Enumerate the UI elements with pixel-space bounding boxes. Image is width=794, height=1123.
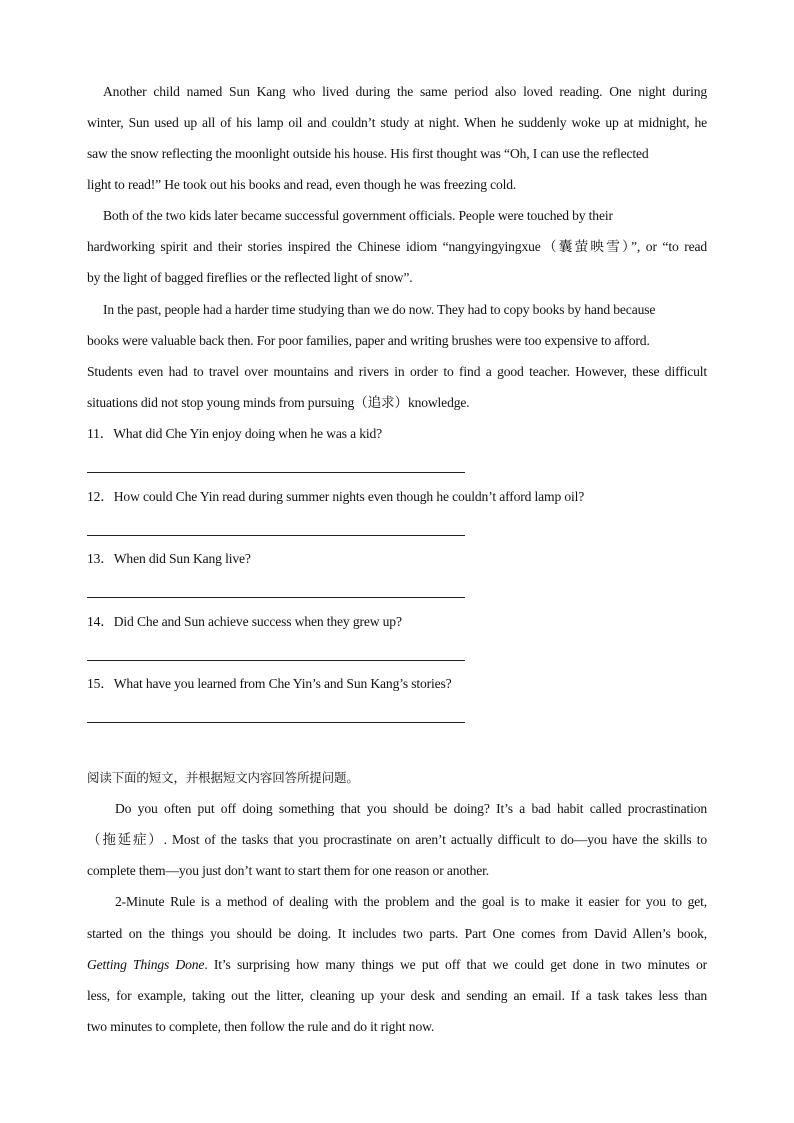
question-15 [87, 675, 707, 693]
question-number: 12． [87, 489, 114, 504]
paragraph-line: 2-Minute Rule is a method of dealing with the problem and the goal is to make it easier for you to get, [115, 894, 707, 909]
question-number: 13． [87, 551, 114, 566]
question-number: 14． [87, 614, 114, 629]
question-12 [87, 488, 707, 506]
answer-line-12[interactable] [87, 535, 465, 536]
question-text: Did Che and Sun achieve success when they grew up? [113, 614, 402, 629]
answer-line-14[interactable] [87, 660, 465, 661]
paragraph-text: . It’s surprising how many things we put off that we could get done in two minutes or [204, 957, 707, 972]
question-text: How could Che Yin read during summer nights even though he couldn’t afford lamp oil? [113, 489, 585, 504]
paragraph-line: complete them—you just don’t want to start them for one reason or another. [87, 863, 490, 878]
paragraph-line: Both of the two kids later became successful government officials. People were touched by their [103, 208, 613, 223]
question-11 [87, 425, 707, 443]
answer-line-15[interactable] [87, 722, 465, 723]
paragraph-line [87, 956, 707, 974]
paragraph-line: Students even had to travel over mountains and rivers in order to find a good teacher. However, these difficult [87, 364, 707, 379]
paragraph-line: light to read!” He took out his books and read, even though he was freezing cold. [87, 177, 517, 192]
question-14 [87, 613, 707, 631]
paragraph-line: hardworking spirit and their stories inspired the Chinese idiom “nangyingyingxue（囊萤映雪）”, or “to read [87, 239, 707, 254]
paragraph-line: by the light of bagged fireflies or the reflected light of snow”. [87, 270, 413, 285]
paragraph-line: saw the snow reflecting the moonlight outside his house. His first thought was “Oh, I can use the reflected [87, 146, 649, 161]
answer-line-11[interactable] [87, 472, 465, 473]
book-title: Getting Things Done [87, 957, 205, 972]
paragraph-line: two minutes to complete, then follow the rule and do it right now. [87, 1019, 435, 1034]
question-13 [87, 550, 707, 568]
answer-line-13[interactable] [87, 597, 465, 598]
paragraph-line: Another child named Sun Kang who lived during the same period also loved reading. One night during [103, 84, 707, 99]
paragraph-line: situations did not stop young minds from pursuing（追求）knowledge. [87, 395, 470, 410]
paragraph-line: Do you often put off doing something that you should be doing? It’s a bad habit called procrastination [115, 801, 707, 816]
paragraph-line: books were valuable back then. For poor families, paper and writing brushes were too expensive to afford. [87, 333, 650, 348]
question-number: 11． [87, 426, 114, 441]
question-number: 15． [87, 676, 114, 691]
question-text: When did Sun Kang live? [113, 551, 251, 566]
paragraph-line: winter, Sun used up all of his lamp oil and couldn’t study at night. When he suddenly woke up at midnight, he [87, 115, 707, 130]
paragraph-line: less, for example, taking out the litter, cleaning up your desk and sending an email. If a task takes less than [87, 988, 707, 1003]
section-instruction: 阅读下面的短文，并根据短文内容回答所提问题。 [87, 770, 359, 785]
question-text: What have you learned from Che Yin’s and Sun Kang’s stories? [113, 676, 452, 691]
paragraph-line: started on the things you should be doing. It includes two parts. Part One comes from David Allen’s book, [87, 926, 707, 941]
paragraph-line: （拖延症）. Most of the tasks that you procrastinate on aren’t actually difficult to do—you have the skills to [87, 832, 707, 847]
question-text: What did Che Yin enjoy doing when he was a kid? [113, 426, 383, 441]
paragraph-line: In the past, people had a harder time studying than we do now. They had to copy books by hand because [103, 302, 656, 317]
